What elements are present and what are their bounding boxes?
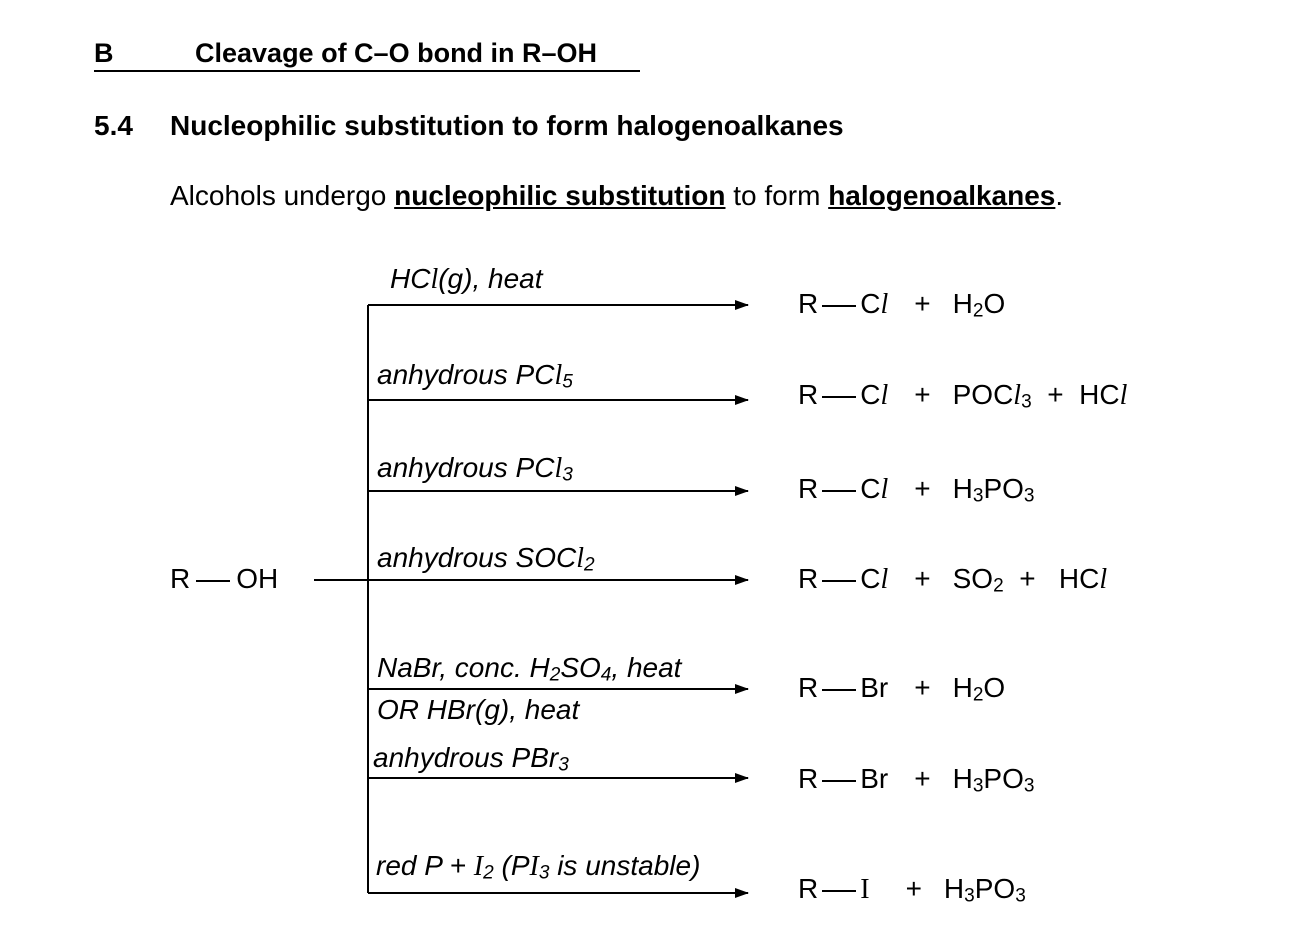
product-1: R $Cl + H_2O$ [798, 288, 1006, 322]
reagent-6: anhydrous PBr$_3$ [373, 742, 569, 776]
reagent-5a: NaBr, conc. $H_2SO_4$, heat [377, 652, 682, 686]
intro-text-1: Alcohols undergo [170, 180, 395, 211]
subsection-number: 5.4 [94, 110, 133, 141]
keyword-halogenoalkanes: halogenoalkanes [828, 180, 1056, 211]
subsection-title: Nucleophilic substitution to form halogenoalkanes [170, 110, 844, 141]
keyword-nucleophilic-substitution: nucleophilic substitution [394, 180, 726, 211]
product-3: R $Cl + H_3PO_3$ [798, 473, 1035, 507]
section-letter: B [94, 38, 114, 68]
intro-text-3: . [1055, 180, 1064, 211]
product-4: R $Cl + SO_2$ + HCl [798, 563, 1108, 597]
product-2: R Cl + POCl$_3$ + HCl [798, 379, 1128, 413]
reagent-3: anhydrous PCl$_3$ [377, 452, 573, 486]
reagent-4: anhydrous SOCl$_2$ [377, 542, 595, 576]
alcohol-r: R [170, 563, 191, 594]
product-5: R $Br + H_2O$ [798, 672, 1006, 706]
section-title: Cleavage of C–O bond in R–OH [195, 38, 598, 68]
alcohol-group: OH [236, 563, 279, 594]
reagent-7: red $P + I_2$ ($PI_3$ is unstable) [376, 850, 701, 884]
reagent-1: HCl(g), heat [390, 263, 543, 295]
reagent-2: anhydrous PCl$_5$ [377, 359, 573, 393]
reagent-5b: OR HBr(g), heat [377, 694, 580, 725]
product-6: R $Br + H_3PO_3$ [798, 763, 1035, 797]
product-7: R $I + H_3PO_3$ [798, 873, 1026, 907]
intro-text-2: to form [725, 180, 829, 211]
